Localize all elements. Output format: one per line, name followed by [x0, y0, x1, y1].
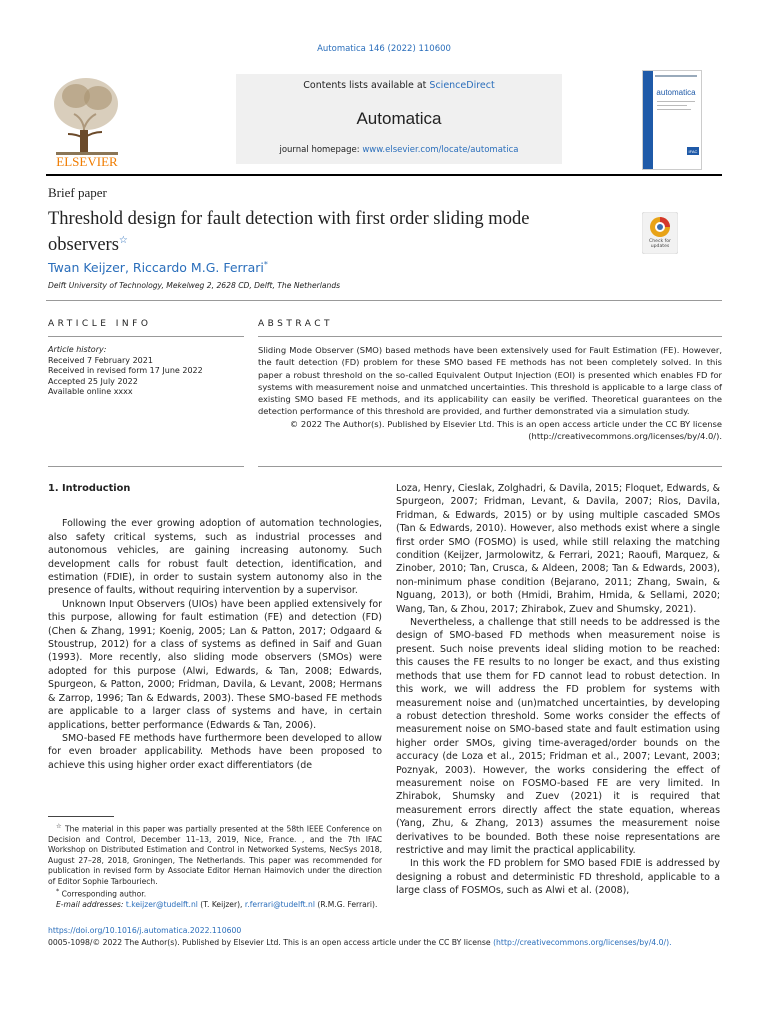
history-accepted: Accepted 25 July 2022: [48, 376, 138, 386]
body-paragraph: SMO-based FE methods have furthermore been developed to allow for even broader applicability. Methods have been proposed to achieve this using higher order exact differentiators (de: [48, 732, 382, 771]
journal-cover-thumbnail[interactable]: [642, 70, 702, 170]
body-paragraph: Following the ever growing adoption of automation technologies, also safety critical systems, such as industrial processes and autonomous vehicles, are gaining increasing autonomy. Such development calls for robust fault detection, identification, and estimation (FDIE), in order to sustain system autonomy also in the presence of faults, without requiring intervention by a supervisor.: [48, 518, 382, 597]
footnote-rule: [48, 816, 114, 817]
paper-title: [48, 208, 608, 256]
journal-homepage-line: [236, 145, 562, 155]
corresponding-footnote-symbol: *: [56, 887, 60, 895]
title-footnote-symbol: ☆: [56, 823, 63, 830]
check-for-updates-label: Check for updates: [649, 239, 671, 249]
article-info-heading: ARTICLE INFO: [48, 319, 152, 329]
footnotes: [48, 822, 382, 910]
abstract: [258, 344, 722, 442]
issn-text: 0005-1098/© 2022 The Author(s). Published by Elsevier Ltd. This is an open access article under the CC BY license: [48, 938, 491, 947]
abstract-bottom-rule: [258, 466, 722, 467]
svg-text:IFAC: IFAC: [688, 149, 698, 154]
license-link[interactable]: (http://creativecommons.org/licenses/by/4.0/).: [493, 938, 672, 947]
history-received: Received 7 February 2021: [48, 355, 153, 365]
body-paragraph: Loza, Henry, Cieslak, Zolghadri, & Davila, 2015; Floquet, Edwards, & Spurgeon, 2007; Fridman, Levant, & Davila, 2007; Rios, Davila, Fridman, & Edwards, 2015) or by using multiple cascaded SMOs (Tan & Edwards, 2010). However, also methods exist where a single first order SMO (FOSMO) is used, while still relaxing the matching condition (Keijzer, Jarmolowitz, & Ferrari, 2021; Raoufi, Marquez, & Zinober, 2010; Tan, Crusca, & Aldeen, 2008; Tan & Edwards, 2003), non-minimum phase condition (Bejarano, 2011; Zhang, Swain, & Nguang, 2013), or both (Hmidi, Brahim, Hmida, & Sellami, 2020; Wang, Tan, & Zhou, 2017; Zhirabok, Zuev and Shumsky, 2021).: [396, 483, 720, 615]
section-heading: 1. Introduction: [48, 483, 131, 494]
author-names[interactable]: Twan Keijzer, Riccardo M.G. Ferrari: [48, 260, 264, 276]
homepage-prefix: journal homepage:: [279, 145, 363, 155]
abstract-license[interactable]: © 2022 The Author(s). Published by Elsevier Ltd. This is an open access article under the CC BY license (http://creativecommons.org/licenses/by/4.0/).: [289, 418, 722, 442]
journal-homepage-link[interactable]: www.elsevier.com/locate/automatica: [362, 145, 519, 155]
sciencedirect-link[interactable]: ScienceDirect: [429, 80, 495, 91]
email-label: E-mail addresses:: [56, 899, 124, 909]
journal-name: Automatica: [356, 109, 442, 128]
body-right-column: [396, 482, 720, 898]
journal-reference[interactable]: Automatica 146 (2022) 110600: [317, 44, 451, 54]
author-list[interactable]: [48, 260, 268, 275]
affiliation-rule: [46, 300, 722, 301]
article-type: Brief paper: [48, 185, 107, 200]
email-link-keijzer[interactable]: t.keijzer@tudelft.nl: [125, 899, 198, 909]
corresponding-footnote: [48, 887, 382, 900]
elsevier-logo[interactable]: [46, 68, 128, 168]
contents-prefix: Contents lists available at: [303, 80, 430, 91]
email-name-ferrari: (R.M.G. Ferrari).: [317, 899, 378, 909]
contents-line: [236, 80, 562, 91]
article-history: [48, 345, 244, 398]
title-footnote-mark[interactable]: ☆: [118, 235, 128, 246]
body-paragraph: In this work the FD problem for SMO based FDIE is addressed by designing a robust and deterministic FD threshold, applicable to a large class of FOSMOs, such as Alwi et al. (2008),: [396, 858, 720, 897]
email-name-keijzer: (T. Keijzer),: [200, 899, 243, 909]
svg-text:automatica: automatica: [656, 88, 696, 97]
title-footnote-text: The material in this paper was partially presented at the 58th IEEE Conference on Decision and Control, December 11–13, 2019, Nice, France. , and the 7th IFAC Workshop on Distributed Estimation and Control in Networked Systems, NecSys 2018, August 27–28, 2018, Groningen, The Netherlands. This paper was recommended for publication in revised form by Associate Editor Hernan Haimovich under the direction of Editor Sophie Tarbouriech.: [48, 824, 382, 886]
doi-link[interactable]: https://doi.org/10.1016/j.automatica.2022.110600: [48, 926, 242, 935]
paper-title-text: Threshold design for fault detection with first order sliding mode observers: [48, 209, 530, 256]
title-footnote: [48, 822, 382, 887]
abstract-heading: ABSTRACT: [258, 319, 334, 329]
history-online: Available online xxxx: [48, 387, 133, 396]
body-paragraph: Nevertheless, a challenge that still needs to be addressed is the design of SMO-based FD methods when measurement noise is present. Such noise prevents ideal sliding motion to be reached: this causes the FE results to no longer be exact, and thus existing methods that use them for FD cannot lead to robust detection. In this work, we will address the FD problem for systems with measurement noise and (un)matched uncertainties, by developing a robust detection threshold. Some works consider the effects of measurement noise on SMO-based state and fault estimation using higher order SMOs, giving time-averaged/order bounds on the accuracy (de Loza et al., 2015; Fridman et al., 2007; Levant, 2003; Poznyak, 2003). However, the works considering the effect of measurement noise on FOSMO-based FE are very limited. In Zhirabok, Shumsky and Zuev (2021) it is required that measurement errors directly affect the state equation, whereas (Yang, Zhu, & Zhang, 2013) assumes the measurement noise derivatives to be bounded. Both these noise representations are restrictive and may limit the practical applicability.: [396, 617, 720, 856]
svg-text:ELSEVIER: ELSEVIER: [56, 154, 118, 168]
journal-header-center: [236, 74, 562, 164]
body-paragraph: Unknown Input Observers (UIOs) have been applied extensively for this purpose, allowing for fault estimation (FE) and detection (FD) (Chen & Zhang, 1991; Koenig, 2005; Lan & Patton, 2017; Odgaard & Stoustrup, 2012) for a class of systems as defined in Saif and Guan (1993). More recently, also sliding mode observers (SMOs) were adopted for this purpose (Alwi, Edwards, & Tan, 2008; Edwards, Spurgeon, & Patton, 2000; Fridman, Davila, & Levant, 2008; Hermans & Zarrop, 1996; Tan & Edwards, 2003). These SMO-based FE methods are applicable to a larger class of systems and have, in certain applications, better performance (Edwards & Tan, 2006).: [48, 598, 382, 731]
history-label: Article history:: [48, 345, 107, 354]
email-footnote: [48, 900, 382, 910]
header-rule: [46, 174, 722, 176]
affiliation: Delft University of Technology, Mekelweg 2, 2628 CD, Delft, The Netherlands: [48, 281, 341, 290]
abstract-text: Sliding Mode Observer (SMO) based methods have been extensively used for Fault Estimation (FE). However, the fault detection (FD) problem for these SMO based FE methods has not been completely solved. In this paper a robust threshold on the so-called Equivalent Output Injection (EOI) is presented which enables FD for systems with measurement noise and unmatched uncertainties. This threshold is applicable to a large class of existing SMO based FE methods, and its applicability can easily be verified. Theoretical guarantees on the detection performance of this threshold are provided, and further demonstrated via a simulation study.: [258, 345, 722, 417]
article-info-bottom-rule: [48, 466, 244, 467]
journal-header: [46, 68, 722, 168]
check-for-updates-badge[interactable]: [642, 212, 678, 254]
corresponding-author-mark[interactable]: *: [263, 260, 268, 269]
abstract-rule: [258, 336, 722, 337]
corresponding-footnote-text: Corresponding author.: [61, 889, 147, 899]
issn-line: [48, 938, 672, 947]
history-revised: Received in revised form 17 June 2022: [48, 366, 203, 375]
email-link-ferrari[interactable]: r.ferrari@tudelft.nl: [244, 899, 315, 909]
body-left-column: [48, 482, 382, 772]
article-info-rule: [48, 336, 244, 337]
